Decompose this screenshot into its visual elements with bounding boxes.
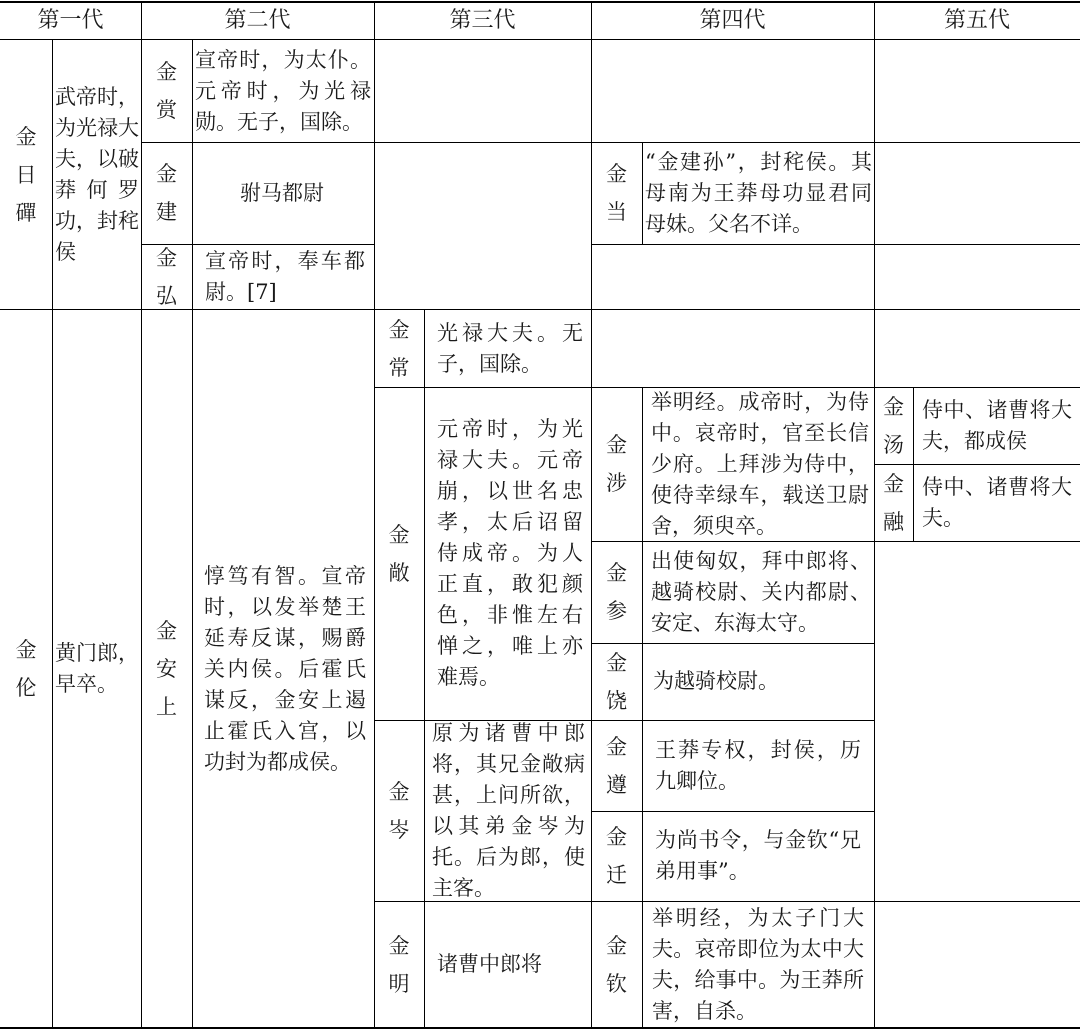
jin-rong-note: 侍中、诸曹将大夫。: [922, 474, 1072, 530]
name-char: 融: [883, 509, 904, 534]
person-jin-shang: [141, 40, 192, 142]
name-char: 磾: [15, 201, 37, 225]
person-jin-lun: [0, 310, 52, 1028]
jin-dang-note: “金建孙”，封秺侯。其母南为王莽母功显君同母妹。父名不详。: [645, 149, 872, 236]
rule-h: [874, 464, 1080, 465]
rule-h: [374, 387, 1080, 388]
name-char: 当: [606, 200, 627, 224]
jin-hong-note: 宣帝时，奉车都尉。[7]: [205, 249, 365, 304]
name-char: 迁: [606, 863, 627, 887]
name-char: 赏: [156, 98, 177, 122]
person-jin-anshang: [141, 310, 192, 1028]
person-jin-zun: [591, 720, 642, 811]
jin-can-note: 出使匈奴，拜中郎将、越骑校尉、关内都尉、安定、东海太守。: [651, 548, 871, 635]
jin-cen-note: 原为诸曹中郎将，其兄金敞病甚，上问所欲，以其弟金岑为托。后为郎，使主客。: [432, 720, 585, 900]
jin-ming-note: 诸曹中郎将: [437, 952, 542, 976]
person-jin-rao: [591, 643, 642, 720]
name-char: 钦: [606, 971, 627, 996]
rule-v: [591, 3, 592, 1028]
name-char: 岑: [388, 817, 410, 842]
rule-v: [52, 40, 53, 1028]
name-char: 金: [156, 246, 177, 270]
rule-v: [141, 3, 142, 1028]
name-char: 伦: [15, 676, 37, 700]
person-jin-chang: [374, 310, 424, 387]
jin-anshang-note: 惇笃有智。宣帝时，以发举楚王延寿反谋，赐爵关内侯。后霍氏谋反，金安上遏止霍氏入宫，以功封为都成侯。: [204, 563, 366, 774]
header-gen1: 第一代: [37, 8, 104, 33]
rule-h: [141, 142, 1080, 143]
rule-h: [374, 901, 1080, 902]
name-char: 金: [606, 433, 627, 457]
rule-v: [192, 40, 193, 1028]
rule-v: [642, 142, 643, 244]
jin-qian-note: 为尚书令，与金钦“兄弟用事”。: [655, 828, 861, 883]
rule-h: [591, 244, 1080, 245]
person-jin-ming: [374, 901, 424, 1028]
name-char: 上: [156, 695, 177, 719]
name-char: 安: [156, 657, 177, 681]
name-char: 常: [388, 355, 410, 380]
name-char: 涉: [606, 471, 627, 495]
rule-v: [424, 310, 425, 1028]
header-gen2: 第二代: [224, 8, 291, 33]
person-jin-midi: [0, 40, 52, 310]
person-jin-can: [591, 541, 642, 643]
name-char: 金: [606, 561, 627, 585]
person-jin-hong: [141, 244, 192, 310]
name-char: 金: [883, 471, 904, 496]
rule-v: [913, 387, 914, 541]
name-char: 汤: [883, 432, 904, 457]
rule-v: [642, 387, 643, 1028]
name-char: 金: [606, 162, 627, 186]
name-char: 遵: [606, 772, 627, 797]
jin-tang-note: 侍中、诸曹将大夫，都成侯: [922, 397, 1072, 453]
rule-bottom: [0, 1027, 1080, 1029]
name-char: 金: [156, 60, 177, 84]
person-jin-cen: [374, 720, 424, 901]
jin-she-note: 举明经。成帝时，为侍中。哀帝时，官至长信少府。上拜涉为侍中，使待幸绿车，载送卫尉舍，须臾卒。: [651, 389, 869, 538]
person-jin-qian: [591, 811, 642, 901]
header-gen4: 第四代: [699, 8, 766, 33]
jin-midi-note: 武帝时，为光禄大夫，以破莽何罗功，封秺侯: [55, 85, 139, 264]
person-jin-she: [591, 387, 642, 541]
rule-h: [0, 309, 1080, 310]
name-char: 日: [15, 163, 37, 187]
name-char: 金: [15, 638, 37, 662]
name-char: 弘: [156, 284, 177, 308]
rule-h: [591, 643, 874, 644]
rule-header: [0, 39, 1080, 40]
name-char: 参: [606, 599, 627, 623]
name-char: 金: [156, 162, 177, 186]
person-jin-rong: [874, 464, 913, 541]
header-gen5: 第五代: [943, 8, 1010, 33]
name-char: 建: [156, 200, 177, 224]
rule-top: [0, 1, 1080, 3]
person-jin-dang: [591, 142, 642, 244]
name-char: 明: [388, 971, 410, 996]
rule-v: [374, 3, 375, 1028]
rule-h: [591, 811, 874, 812]
name-char: 金: [606, 650, 627, 675]
jin-chang2-note: 元帝时，为光禄大夫。元帝崩，以世名忠孝，太后诏留侍成帝。为人正直，敢犯颜色，非惟左右惮之，唯上亦难焉。: [437, 417, 583, 689]
jin-jian-note: 驸马都尉: [240, 180, 324, 205]
name-char: 金: [606, 734, 627, 759]
name-char: 金: [606, 825, 627, 849]
jin-rao-note: 为越骑校尉。: [653, 669, 779, 693]
person-jin-tang: [874, 387, 913, 464]
jin-shang-note: 宣帝时，为太仆。元帝时，为光禄勋。无子，国除。: [195, 47, 371, 134]
rule-h: [141, 244, 374, 245]
rule-v: [874, 3, 875, 1028]
name-char: 金: [156, 619, 177, 643]
jin-chang-note: 光禄大夫。无子，国除。: [437, 320, 583, 376]
person-jin-chang2: [374, 387, 424, 720]
jin-zun-note: 王莽专权，封侯，历九卿位。: [655, 737, 861, 793]
person-jin-qin: [591, 901, 642, 1028]
rule-h: [591, 541, 1080, 542]
name-char: 金: [883, 394, 904, 419]
name-char: 饶: [606, 688, 627, 713]
name-char: 金: [388, 317, 410, 342]
name-char: 金: [388, 522, 410, 547]
jin-lun-note: 黄门郎，早卒。: [55, 641, 139, 696]
header-gen3: 第三代: [449, 8, 516, 33]
name-char: 金: [15, 125, 37, 149]
name-char: 敞: [388, 560, 410, 585]
person-jin-jian: [141, 142, 192, 244]
jin-qin-note: 举明经，为太子门大夫。哀帝即位为太中大夫，给事中。为王莽所害，自杀。: [652, 905, 864, 1023]
name-char: 金: [388, 933, 410, 958]
name-char: 金: [388, 779, 410, 804]
rule-h: [374, 720, 874, 721]
name-char: 金: [606, 933, 627, 958]
